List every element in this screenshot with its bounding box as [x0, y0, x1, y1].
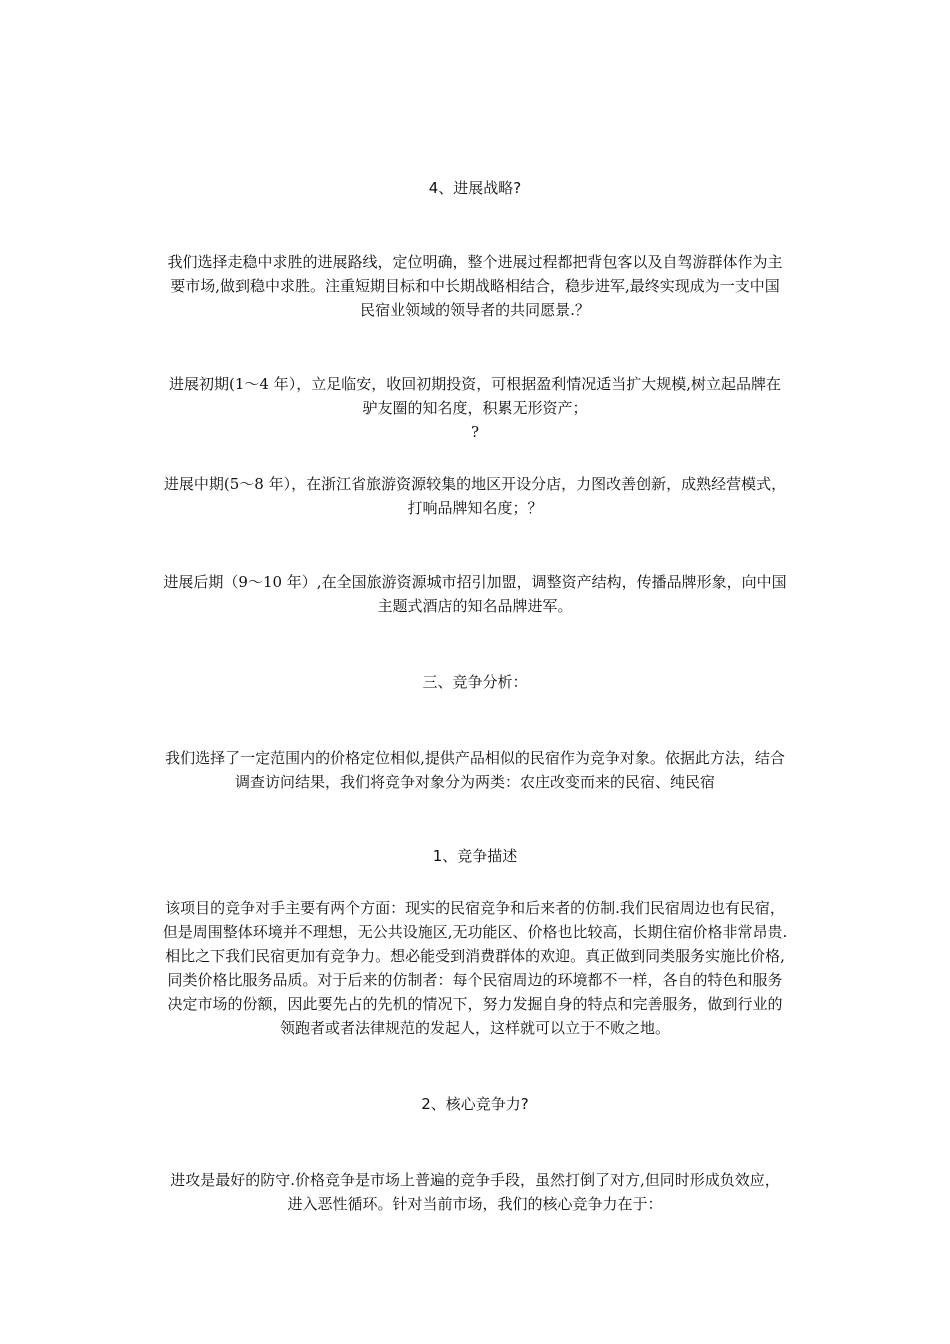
section-heading-core: 2、核心竞争力? [421, 1095, 529, 1113]
paragraph-line: 调查访问结果，我们将竞争对象分为两类：农庄改变而来的民宿、纯民宿 [234, 773, 715, 791]
paragraph-line: 我们选择了一定范围内的价格定位相似,提供产品相似的民宿作为竞争对象。依据此方法，结合 [165, 749, 785, 767]
paragraph-line: 主题式酒店的知名品牌进军。 [377, 597, 573, 615]
section-heading-strategy: 4、进展战略? [428, 179, 522, 197]
paragraph-line: 进展初期(1～4 年），立足临安，收回初期投资，可根据盈利情况适当扩大规模,树立起品牌在 [169, 375, 781, 393]
paragraph-line: ? [470, 423, 480, 441]
paragraph-line: 我们选择走稳中求胜的进展路线，定位明确，整个进展过程都把背包客以及自驾游群体作为主 [167, 253, 783, 271]
paragraph-line: 进入恶性循环。针对当前市场，我们的核心竞争力在于： [287, 1195, 663, 1213]
paragraph-line: 进展后期（9～10 年）,在全国旅游资源城市招引加盟，调整资产结构，传播品牌形象，向中国 [163, 573, 787, 591]
paragraph-line: 打响品牌知名度；？ [407, 499, 543, 517]
paragraph-line: 决定市场的份额，因此要先占的先机的情况下，努力发掘自身的特点和完善服务，做到行业的 [167, 995, 783, 1013]
section-heading-description: 1、竞争描述 [432, 847, 518, 865]
paragraph-line: 相比之下我们民宿更加有竞争力。想必能受到消费群体的欢迎。真正做到同类服务实施比价格, [165, 947, 785, 965]
section-heading-competition: 三、竞争分析： [422, 673, 528, 691]
paragraph-line: 民宿业领域的领导者的共同愿景.？ [360, 301, 590, 319]
paragraph-line: 领跑者或者法律规范的发起人，这样就可以立于不败之地。 [279, 1019, 670, 1037]
paragraph-line: 要市场,做到稳中求胜。注重短期目标和中长期战略相结合，稳步进军,最终实现成为一支中国 [170, 277, 780, 295]
paragraph-line: 同类价格比服务品质。对于后来的仿制者：每个民宿周边的环境都不一样，各自的特色和服务 [167, 971, 783, 989]
paragraph-line: 进攻是最好的防守.价格竞争是市场上普遍的竞争手段，虽然打倒了对方,但同时形成负效应， [170, 1171, 780, 1189]
paragraph-line: 该项目的竞争对手主要有两个方面：现实的民宿竞争和后来者的仿制.我们民宿周边也有民宿， [165, 899, 785, 917]
paragraph-line: 进展中期(5～8 年），在浙江省旅游资源较集的地区开设分店，力图改善创新，成熟经营模式， [163, 475, 787, 493]
paragraph-line: 驴友圈的知名度，积累无形资产； [362, 399, 588, 417]
paragraph-line: 但是周围整体环境并不理想，无公共设施区,无功能区、价格也比较高，长期住宿价格非常昂贵. [162, 923, 788, 941]
